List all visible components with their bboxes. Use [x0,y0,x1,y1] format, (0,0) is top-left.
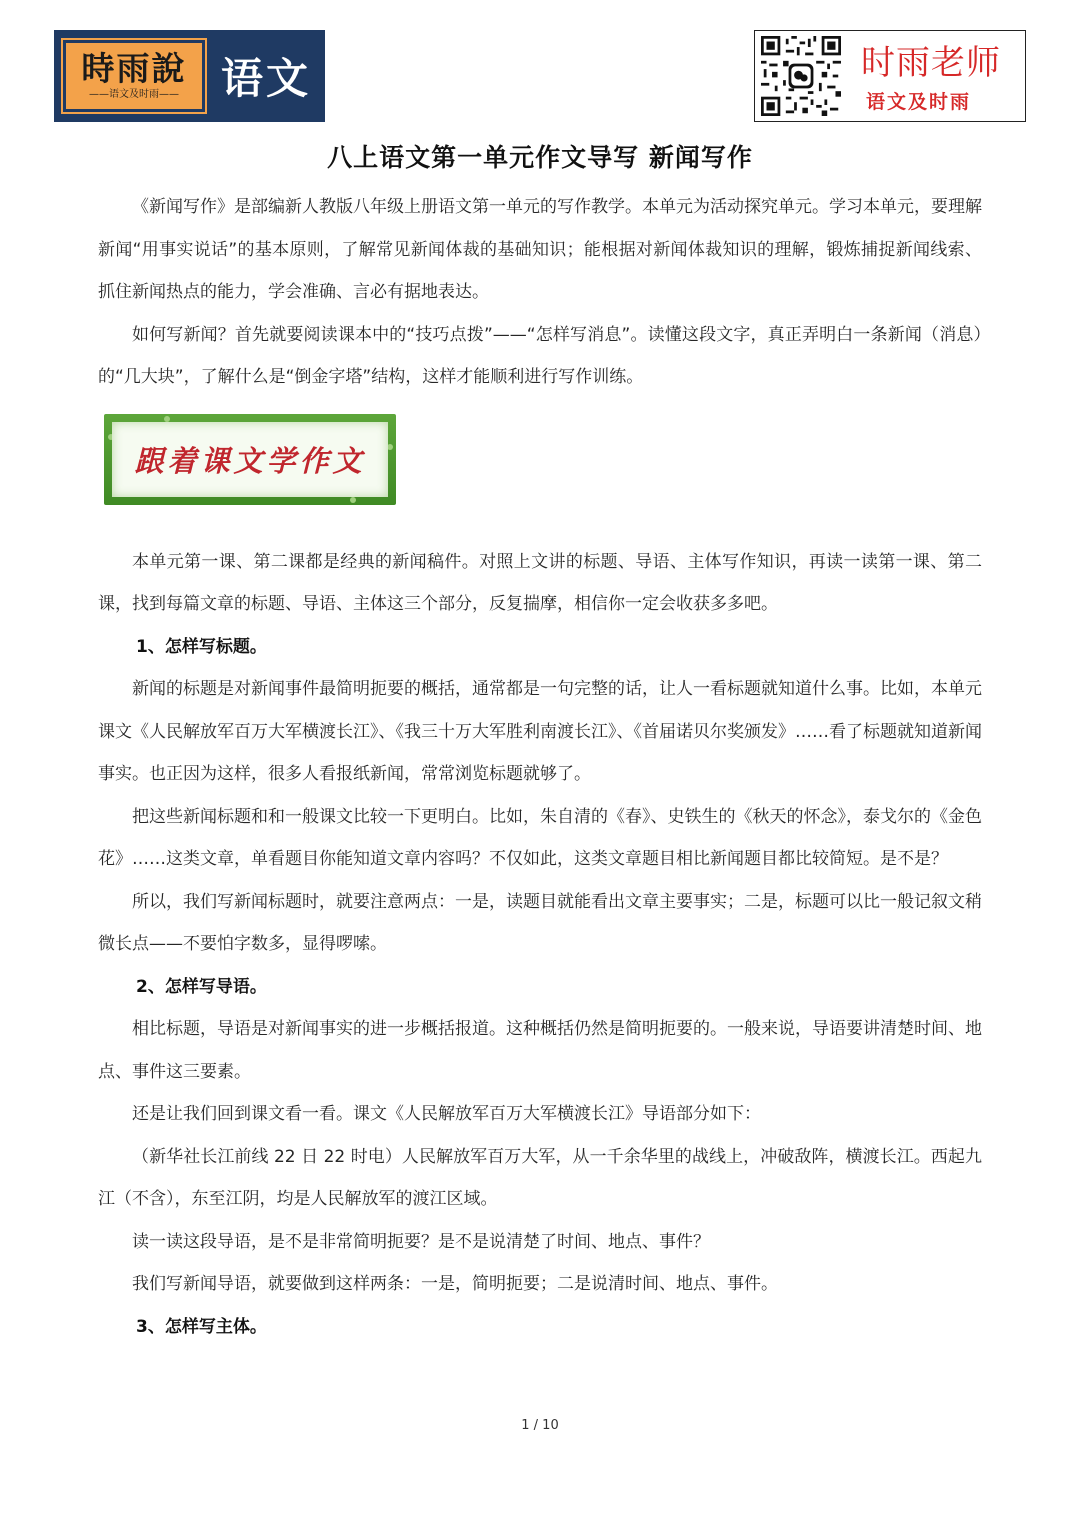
quote-paragraph: （新华社长江前线 22 日 22 时电）人民解放军百万大军，从一千余华里的战线上，冲破敌阵，横渡长江。西起九江（不含），东至江阴，均是人民解放军的渡江区域。 [98,1146,982,1209]
body-paragraph: 还是让我们回到课文看一看。课文《人民解放军百万大军横渡长江》导语部分如下： [132,1104,761,1124]
banner-inner [112,422,388,497]
teacher-name: 时雨老师 [861,43,1001,83]
body-paragraph: 我们写新闻导语，就要做到这样两条：一是，简明扼要；二是说清时间、地点、事件。 [132,1274,778,1294]
body-paragraph: 相比标题，导语是对新闻事实的进一步概括报道。这种概括仍然是简明扼要的。一般来说，导语要讲清楚时间、地点、事件这三要素。 [98,1019,982,1082]
body-paragraph: 新闻的标题是对新闻事件最简明扼要的概括，通常都是一句完整的话，让人一看标题就知道什么事。比如，本单元课文《人民解放军百万大军横渡长江》、《我三十万大军胜利南渡长江》、《首届诺贝尔奖颁发》……看了标题就知道新闻事实。也正因为这样，很多人看报纸新闻，常常浏览标题就够了。 [98,679,982,784]
section-banner [98,399,982,541]
logo-main-text: 時雨說 [81,49,187,88]
banner-frame [104,414,396,505]
logo-subject: 语文 [221,54,312,103]
intro-paragraph: 如何写新闻？首先就要阅读课本中的“技巧点拨”——“怎样写消息”。读懂这段文字，真正弄明白一条新闻（消息）的“几大块”，了解什么是“倒金字塔”结构，这样才能顺利进行写作训练。 [98,324,982,387]
intro-paragraph: 《新闻写作》是部编新人教版八年级上册语文第一单元的写作教学。本单元为活动探究单元。学习本单元，要理解新闻“用事实说话”的基本原则，了解常见新闻体裁的基础知识；能根据对新闻体裁知识的理解，锻炼捕捉新闻线索、抓住新闻热点的能力，学会准确、言必有据地表达。 [98,197,982,302]
section-heading: 3、怎样写主体。 [136,1316,267,1337]
body-paragraph: 所以，我们写新闻标题时，就要注意两点：一是，读题目就能看出文章主要事实；二是，标题可以比一般记叙文稍微长点——不要怕字数多，显得啰嗦。 [98,891,982,954]
body-paragraph: 读一读这段导语，是不是非常简明扼要？是不是说清楚了时间、地点、事件？ [132,1231,710,1252]
logo-sub-text: ——语文及时雨—— [89,89,179,100]
leaf-decoration-icon [350,497,356,503]
page-title: 八上语文第一单元作文导写 新闻写作 [327,143,753,172]
brand-logo [54,30,325,122]
page-number: 1 / 10 [521,1418,559,1433]
section-heading: 1、怎样写标题。 [136,636,267,657]
qr-code-icon [761,36,841,116]
body-paragraph: 把这些新闻标题和和一般课文比较一下更明白。比如，朱自清的《春》、史铁生的《秋天的怀念》，泰戈尔的《金色花》……这类文章，单看题目你能知道文章内容吗？不仅如此，这类文章题目相比新闻题目都比较简短。是不是？ [98,806,982,869]
body-paragraph: 本单元第一课、第二课都是经典的新闻稿件。对照上文讲的标题、导语、主体写作知识，再读一读第一课、第二课，找到每篇文章的标题、导语、主体这三个部分，反复揣摩，相信你一定会收获多多吧。 [98,551,982,614]
section-heading: 2、怎样写导语。 [136,976,267,997]
article-body [98,186,982,1348]
teacher-badge [754,30,1026,122]
banner-text: 跟着课文学作文 [134,443,366,478]
teacher-slogan: 语文及时雨 [866,91,972,113]
logo-stamp [63,40,205,112]
